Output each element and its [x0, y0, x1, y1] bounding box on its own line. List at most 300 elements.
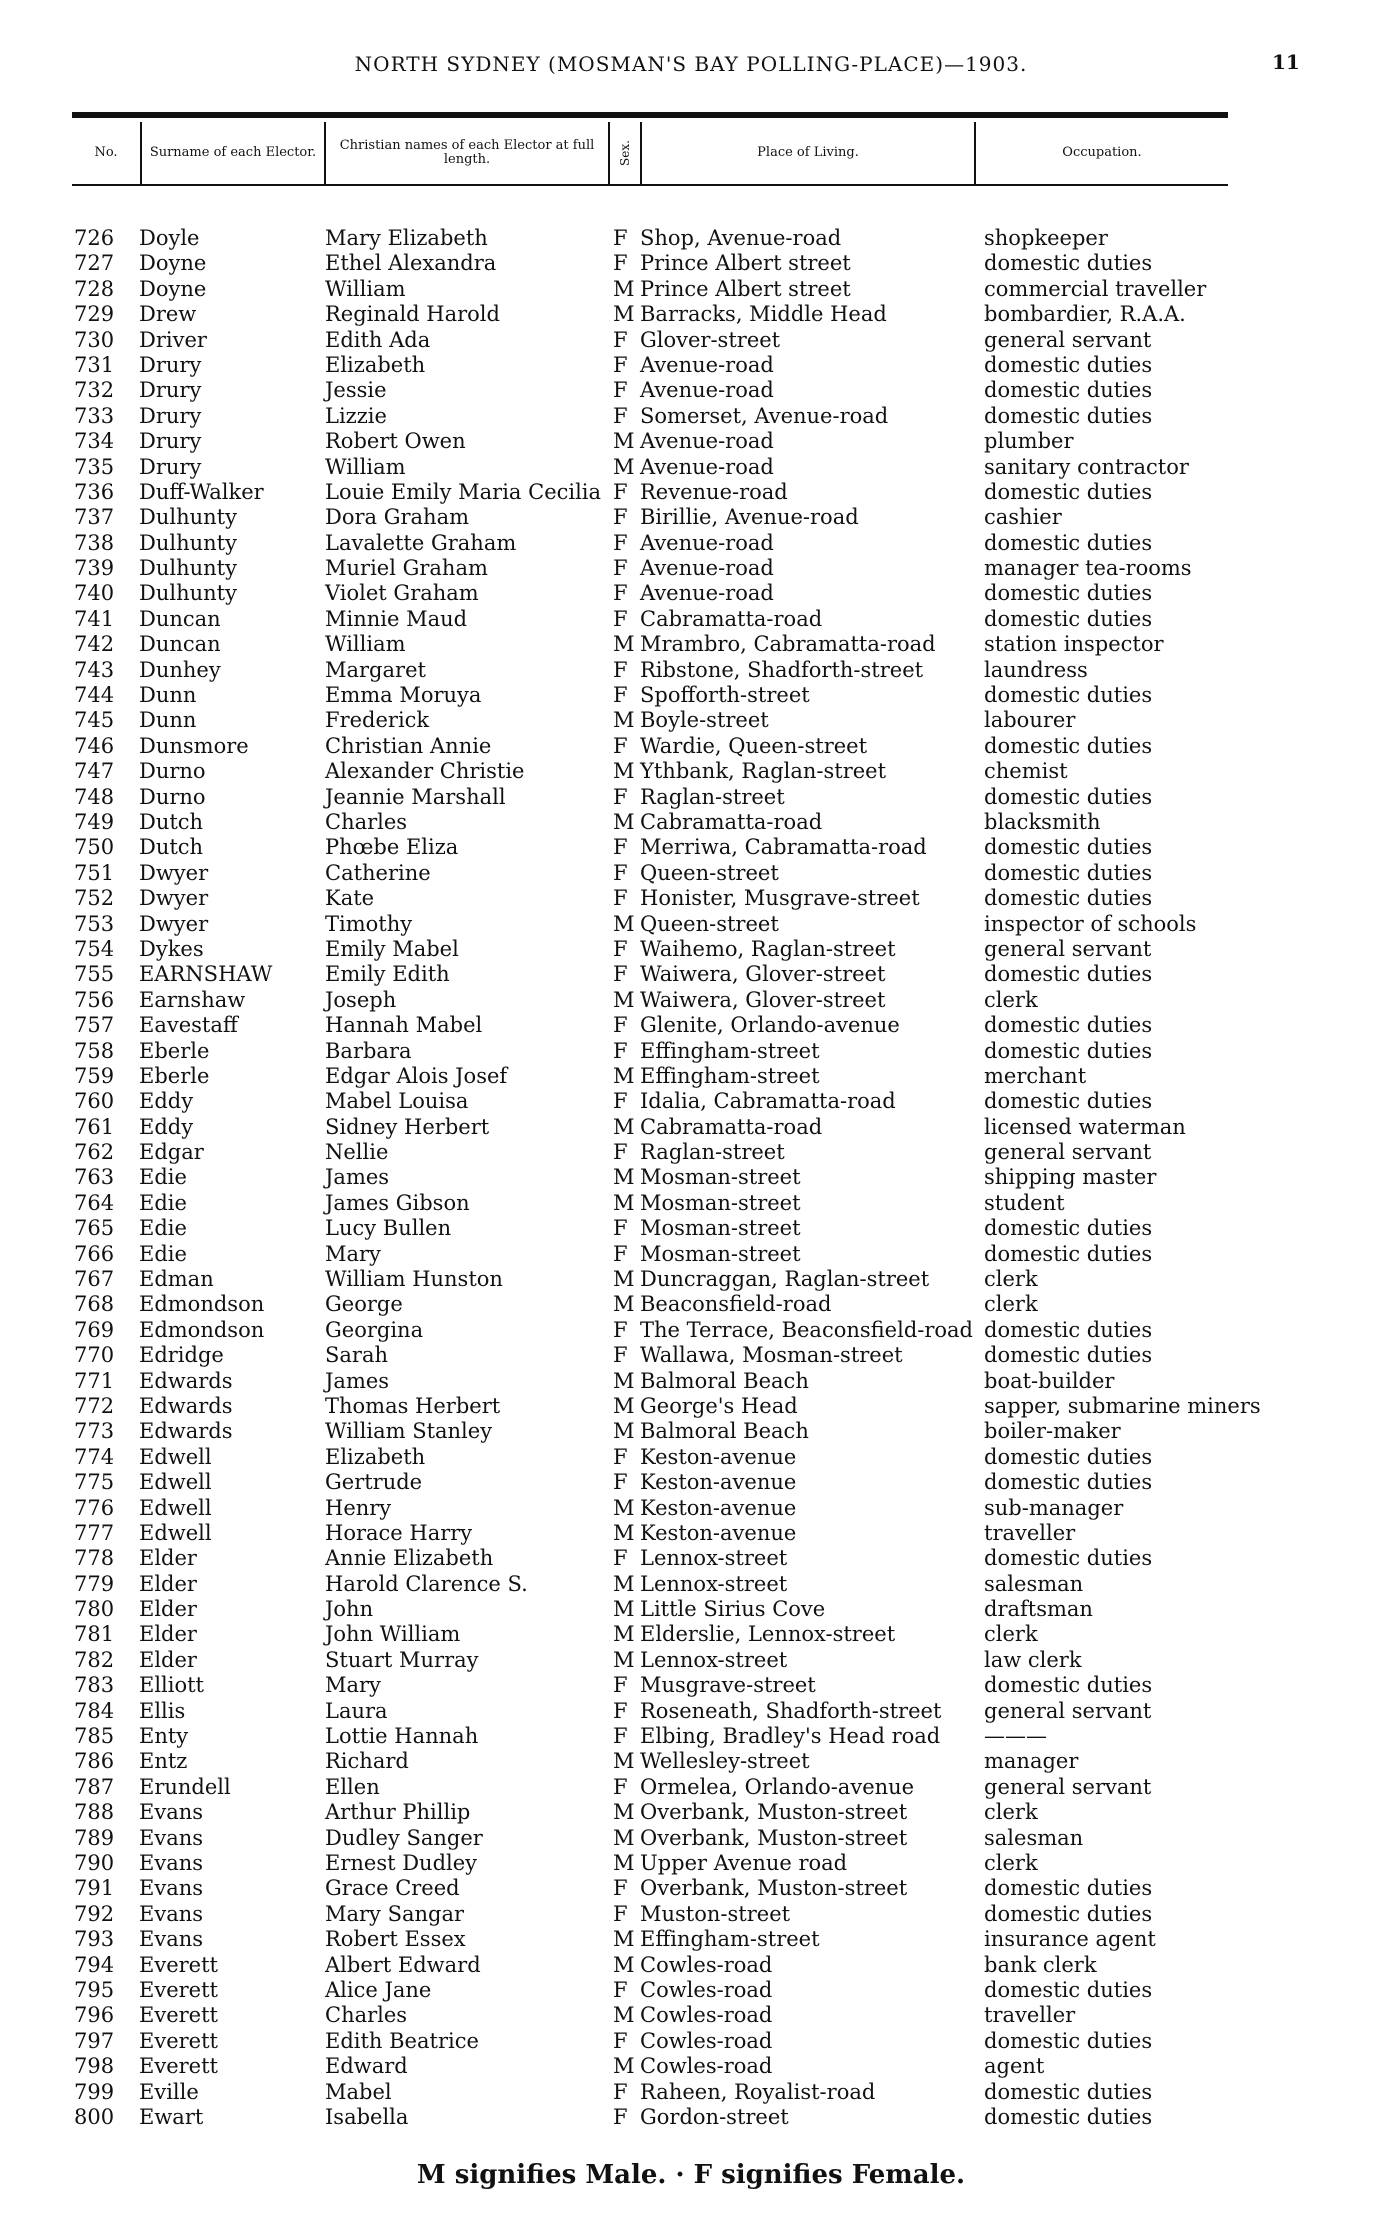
elector-surname: Dunsmore [139, 733, 249, 758]
elector-number: 772 [74, 1393, 115, 1418]
elector-christian-names: Alexander Christie [325, 759, 525, 784]
elector-surname: Erundell [139, 1774, 231, 1799]
elector-occupation: ——— [984, 1724, 1047, 1749]
elector-christian-names: Lizzie [325, 403, 387, 428]
elector-christian-names: Barbara [325, 1038, 412, 1063]
elector-sex: F [613, 327, 628, 352]
elector-place-of-living: Raglan-street [640, 1140, 785, 1165]
elector-number: 791 [74, 1876, 115, 1901]
elector-surname: Drew [139, 302, 197, 327]
elector-christian-names: Reginald Harold [325, 302, 500, 327]
elector-occupation: student [984, 1190, 1065, 1215]
elector-place-of-living: Duncraggan, Raglan-street [640, 1267, 930, 1292]
table-row [0, 1521, 1382, 1546]
elector-surname: Everett [139, 2003, 218, 2028]
elector-surname: Drury [139, 352, 202, 377]
elector-place-of-living: Elbing, Bradley's Head road [640, 1724, 941, 1749]
elector-christian-names: John [325, 1597, 374, 1622]
elector-place-of-living: Mrambro, Cabramatta-road [640, 632, 936, 657]
elector-occupation: general servant [984, 1774, 1152, 1799]
table-row [0, 556, 1382, 581]
elector-sex: F [613, 860, 628, 885]
elector-christian-names: Elizabeth [325, 1444, 426, 1469]
elector-surname: Duff-Walker [139, 479, 264, 504]
elector-place-of-living: Ribstone, Shadforth-street [640, 657, 924, 682]
elector-christian-names: John William [325, 1622, 461, 1647]
elector-sex: F [613, 1038, 628, 1063]
elector-number: 761 [74, 1114, 115, 1139]
elector-surname: Edie [139, 1241, 187, 1266]
table-row [0, 683, 1382, 708]
elector-occupation: domestic duties [984, 860, 1153, 885]
elector-christian-names: Horace Harry [325, 1520, 473, 1545]
elector-occupation: blacksmith [984, 809, 1101, 834]
elector-sex: F [613, 2079, 628, 2104]
elector-number: 796 [74, 2003, 115, 2028]
elector-occupation: station inspector [984, 632, 1164, 657]
table-row [0, 861, 1382, 886]
elector-number: 790 [74, 1851, 115, 1875]
elector-number: 746 [74, 733, 115, 758]
elector-surname: Everett [139, 2028, 218, 2053]
elector-christian-names: Albert Edward [325, 1952, 481, 1977]
elector-place-of-living: Birillie, Avenue-road [640, 505, 859, 530]
table-row [0, 1927, 1382, 1952]
elector-place-of-living: Lennox-street [640, 1571, 788, 1596]
table-row [0, 708, 1382, 733]
elector-christian-names: Violet Graham [325, 581, 479, 606]
elector-sex: F [613, 505, 628, 530]
elector-surname: Evans [139, 1825, 204, 1850]
elector-number: 762 [74, 1140, 115, 1165]
elector-occupation: labourer [984, 708, 1076, 733]
elector-number: 773 [74, 1419, 115, 1444]
elector-sex: F [613, 962, 628, 987]
elector-surname: Everett [139, 2054, 218, 2079]
elector-place-of-living: Spofforth-street [640, 683, 810, 708]
elector-number: 780 [74, 1597, 115, 1622]
elector-christian-names: Thomas Herbert [325, 1393, 501, 1418]
elector-occupation: domestic duties [984, 1317, 1153, 1342]
elector-surname: Eberle [139, 1063, 210, 1088]
elector-occupation: general servant [984, 1698, 1152, 1723]
elector-surname: Dwyer [139, 886, 209, 911]
elector-christian-names: Dudley Sanger [325, 1825, 483, 1850]
elector-place-of-living: Idalia, Cabramatta-road [640, 1089, 896, 1114]
elector-place-of-living: Queen-street [640, 860, 779, 885]
elector-christian-names: Laura [325, 1698, 388, 1723]
elector-place-of-living: Effingham-street [640, 1927, 820, 1952]
elector-occupation: sub-manager [984, 1495, 1124, 1520]
elector-sex: F [613, 1546, 628, 1571]
elector-occupation: salesman [984, 1825, 1084, 1850]
elector-occupation: clerk [984, 1292, 1038, 1317]
elector-occupation: domestic duties [984, 352, 1153, 377]
elector-occupation: domestic duties [984, 784, 1153, 809]
elector-number: 739 [74, 556, 115, 581]
header-place-of-living: Place of Living. [642, 122, 976, 184]
elector-place-of-living: Cabramatta-road [640, 1114, 823, 1139]
elector-number: 742 [74, 632, 115, 657]
elector-christian-names: Jeannie Marshall [325, 784, 506, 809]
elector-sex: F [613, 556, 628, 581]
elector-place-of-living: Overbank, Muston-street [640, 1825, 908, 1850]
elector-place-of-living: Prince Albert street [640, 276, 851, 301]
elector-place-of-living: Avenue-road [640, 581, 774, 606]
elector-sex: F [613, 378, 628, 403]
elector-sex: F [613, 1089, 628, 1114]
elector-occupation: domestic duties [984, 378, 1153, 403]
elector-surname: Everett [139, 1952, 218, 1977]
table-row [0, 1851, 1382, 1876]
elector-christian-names: Muriel Graham [325, 556, 488, 581]
elector-place-of-living: Avenue-road [640, 429, 774, 454]
elector-christian-names: Margaret [325, 657, 426, 682]
elector-occupation: domestic duties [984, 1470, 1153, 1495]
elector-surname: Edwell [139, 1470, 212, 1495]
table-row [0, 1292, 1382, 1317]
table-row [0, 1191, 1382, 1216]
elector-christian-names: Edith Beatrice [325, 2028, 479, 2053]
elector-christian-names: Mary [325, 1673, 381, 1698]
elector-sex: M [613, 1114, 635, 1139]
table-row [0, 1470, 1382, 1495]
elector-occupation: domestic duties [984, 581, 1153, 606]
elector-place-of-living: Glenite, Orlando-avenue [640, 1013, 900, 1038]
table-row [0, 962, 1382, 987]
elector-number: 732 [74, 378, 115, 403]
elector-place-of-living: Cabramatta-road [640, 809, 823, 834]
elector-number: 765 [74, 1216, 115, 1241]
elector-occupation: domestic duties [984, 1343, 1153, 1368]
elector-christian-names: Stuart Murray [325, 1647, 479, 1672]
elector-occupation: domestic duties [984, 1216, 1153, 1241]
table-row [0, 1445, 1382, 1470]
table-row [0, 1267, 1382, 1292]
elector-sex: F [613, 226, 628, 250]
table-row [0, 937, 1382, 962]
elector-place-of-living: Waiwera, Glover-street [640, 987, 886, 1012]
elector-christian-names: Emily Edith [325, 962, 450, 987]
elector-sex: F [613, 733, 628, 758]
elector-sex: M [613, 1825, 635, 1850]
elector-place-of-living: Elderslie, Lennox-street [640, 1622, 896, 1647]
elector-occupation: general servant [984, 936, 1152, 961]
table-row [0, 251, 1382, 276]
elector-surname: Elder [139, 1622, 197, 1647]
table-row [0, 455, 1382, 480]
elector-occupation: domestic duties [984, 835, 1153, 860]
elector-place-of-living: Mosman-street [640, 1190, 801, 1215]
elector-christian-names: Robert Essex [325, 1927, 466, 1952]
elector-number: 759 [74, 1063, 115, 1088]
elector-place-of-living: Wardie, Queen-street [640, 733, 868, 758]
table-row [0, 1064, 1382, 1089]
elector-occupation: domestic duties [984, 1977, 1153, 2002]
elector-christian-names: Henry [325, 1495, 392, 1520]
elector-surname: Elder [139, 1571, 197, 1596]
header-sex-label: Sex. [618, 140, 632, 166]
table-row [0, 2003, 1382, 2028]
elector-sex: F [613, 606, 628, 631]
table-row [0, 1902, 1382, 1927]
elector-christian-names: Edgar Alois Josef [325, 1063, 508, 1088]
elector-christian-names: William Stanley [325, 1419, 493, 1444]
elector-occupation: domestic duties [984, 2028, 1153, 2053]
page-title: NORTH SYDNEY (MOSMAN'S BAY POLLING-PLACE)—1903. [354, 52, 1028, 76]
elector-number: 793 [74, 1927, 115, 1952]
elector-surname: Everett [139, 1977, 218, 2002]
elector-surname: Edie [139, 1190, 187, 1215]
table-row [0, 429, 1382, 454]
elector-sex: F [613, 2104, 628, 2129]
elector-christian-names: Emily Mabel [325, 936, 459, 961]
elector-place-of-living: Keston-avenue [640, 1495, 797, 1520]
elector-christian-names: James Gibson [325, 1190, 470, 1215]
table-row [0, 988, 1382, 1013]
elector-occupation: inspector of schools [984, 911, 1197, 936]
elector-number: 767 [74, 1267, 115, 1292]
elector-sex: M [613, 809, 635, 834]
table-row [0, 1572, 1382, 1597]
elector-number: 733 [74, 403, 115, 428]
elector-sex: F [613, 530, 628, 555]
elector-christian-names: Nellie [325, 1140, 389, 1165]
elector-sex: F [613, 2028, 628, 2053]
elector-sex: M [613, 2003, 635, 2028]
elector-sex: F [613, 1343, 628, 1368]
elector-number: 726 [74, 226, 115, 250]
elector-sex: M [613, 429, 635, 454]
elector-occupation: domestic duties [984, 962, 1153, 987]
table-row [0, 1546, 1382, 1571]
elector-number: 755 [74, 962, 115, 987]
elector-number: 800 [74, 2104, 115, 2129]
elector-sex: F [613, 1698, 628, 1723]
elector-number: 798 [74, 2054, 115, 2079]
elector-occupation: clerk [984, 1800, 1038, 1825]
elector-surname: Edridge [139, 1343, 224, 1368]
elector-christian-names: William Hunston [325, 1267, 503, 1292]
elector-christian-names: Robert Owen [325, 429, 466, 454]
elector-place-of-living: Upper Avenue road [640, 1851, 848, 1875]
elector-surname: Dulhunty [139, 556, 237, 581]
elector-surname: Driver [139, 327, 207, 352]
elector-surname: Evans [139, 1927, 204, 1952]
table-row [0, 632, 1382, 657]
elector-christian-names: Catherine [325, 860, 431, 885]
elector-christian-names: Elizabeth [325, 352, 426, 377]
elector-sex: M [613, 2054, 635, 2079]
elector-number: 781 [74, 1622, 115, 1647]
elector-christian-names: James [325, 1368, 390, 1393]
elector-occupation: domestic duties [984, 479, 1153, 504]
elector-sex: M [613, 302, 635, 327]
elector-christian-names: George [325, 1292, 403, 1317]
elector-surname: Evans [139, 1800, 204, 1825]
elector-christian-names: Timothy [325, 911, 413, 936]
elector-surname: Eavestaff [139, 1013, 238, 1038]
elector-surname: Elder [139, 1647, 197, 1672]
elector-number: 741 [74, 606, 115, 631]
elector-sex: F [613, 1724, 628, 1749]
elector-christian-names: Richard [325, 1749, 409, 1774]
elector-occupation: salesman [984, 1571, 1084, 1596]
elector-number: 757 [74, 1013, 115, 1038]
table-row [0, 1369, 1382, 1394]
elector-place-of-living: Waihemo, Raglan-street [640, 936, 896, 961]
table-row [0, 302, 1382, 327]
table-row [0, 2080, 1382, 2105]
elector-number: 740 [74, 581, 115, 606]
elector-number: 778 [74, 1546, 115, 1571]
elector-occupation: law clerk [984, 1647, 1082, 1672]
elector-surname: Drury [139, 403, 202, 428]
elector-occupation: insurance agent [984, 1927, 1156, 1952]
elector-sex: M [613, 1571, 635, 1596]
elector-number: 763 [74, 1165, 115, 1190]
elector-christian-names: Louie Emily Maria Cecilia [325, 479, 602, 504]
elector-place-of-living: Overbank, Muston-street [640, 1800, 908, 1825]
elector-sex: F [613, 657, 628, 682]
elector-occupation: domestic duties [984, 1089, 1153, 1114]
elector-number: 756 [74, 987, 115, 1012]
table-row [0, 2029, 1382, 2054]
elector-place-of-living: Queen-street [640, 911, 779, 936]
elector-surname: Elliott [139, 1673, 204, 1698]
elector-number: 730 [74, 327, 115, 352]
elector-christian-names: Ellen [325, 1774, 380, 1799]
elector-surname: Elder [139, 1597, 197, 1622]
elector-sex: F [613, 1216, 628, 1241]
elector-occupation: agent [984, 2054, 1045, 2079]
elector-surname: Drury [139, 454, 202, 479]
table-row [0, 1394, 1382, 1419]
elector-number: 743 [74, 657, 115, 682]
elector-christian-names: Charles [325, 809, 408, 834]
elector-place-of-living: Wallawa, Mosman-street [640, 1343, 903, 1368]
table-row [0, 1749, 1382, 1774]
elector-number: 728 [74, 276, 115, 301]
elector-occupation: draftsman [984, 1597, 1093, 1622]
elector-place-of-living: Avenue-road [640, 352, 774, 377]
table-row [0, 1622, 1382, 1647]
elector-number: 738 [74, 530, 115, 555]
elector-sex: F [613, 784, 628, 809]
elector-christian-names: William [325, 632, 406, 657]
elector-surname: Durno [139, 759, 206, 784]
elector-christian-names: Sarah [325, 1343, 388, 1368]
elector-place-of-living: Avenue-road [640, 454, 774, 479]
elector-surname: Eberle [139, 1038, 210, 1063]
elector-surname: Elder [139, 1546, 197, 1571]
elector-number: 776 [74, 1495, 115, 1520]
table-row [0, 1724, 1382, 1749]
elector-christian-names: Isabella [325, 2104, 409, 2129]
table-row [0, 1699, 1382, 1724]
elector-christian-names: Dora Graham [325, 505, 470, 530]
elector-sex: F [613, 1774, 628, 1799]
elector-christian-names: Sidney Herbert [325, 1114, 490, 1139]
elector-sex: M [613, 1165, 635, 1190]
elector-place-of-living: Musgrave-street [640, 1673, 816, 1698]
elector-place-of-living: Mosman-street [640, 1165, 801, 1190]
elector-surname: Doyne [139, 276, 207, 301]
table-row [0, 505, 1382, 530]
elector-sex: M [613, 1419, 635, 1444]
elector-christian-names: Minnie Maud [325, 606, 468, 631]
elector-sex: M [613, 632, 635, 657]
elector-number: 764 [74, 1190, 115, 1215]
elector-surname: Dulhunty [139, 530, 237, 555]
elector-occupation: clerk [984, 987, 1038, 1012]
table-row [0, 2054, 1382, 2079]
elector-place-of-living: Avenue-road [640, 530, 774, 555]
elector-place-of-living: Ythbank, Raglan-street [640, 759, 887, 784]
table-row [0, 1242, 1382, 1267]
table-row [0, 1775, 1382, 1800]
elector-place-of-living: Cabramatta-road [640, 606, 823, 631]
elector-sex: F [613, 886, 628, 911]
elector-number: 760 [74, 1089, 115, 1114]
elector-surname: Dunhey [139, 657, 221, 682]
elector-surname: Doyne [139, 251, 207, 276]
elector-sex: M [613, 708, 635, 733]
elector-christian-names: Kate [325, 886, 375, 911]
table-row [0, 912, 1382, 937]
elector-occupation: domestic duties [984, 2104, 1153, 2129]
elector-number: 784 [74, 1698, 115, 1723]
elector-occupation: domestic duties [984, 1673, 1153, 1698]
elector-surname: Eddy [139, 1114, 194, 1139]
table-row [0, 1140, 1382, 1165]
elector-occupation: domestic duties [984, 683, 1153, 708]
elector-place-of-living: Keston-avenue [640, 1470, 797, 1495]
elector-christian-names: Phœbe Eliza [325, 835, 459, 860]
elector-place-of-living: Mosman-street [640, 1241, 801, 1266]
elector-christian-names: Arthur Phillip [325, 1800, 471, 1825]
elector-occupation: general servant [984, 1140, 1152, 1165]
elector-christian-names: Georgina [325, 1317, 424, 1342]
elector-surname: Edwell [139, 1495, 212, 1520]
table-row [0, 658, 1382, 683]
elector-occupation: domestic duties [984, 403, 1153, 428]
elector-surname: Edwards [139, 1393, 233, 1418]
elector-surname: Duncan [139, 606, 221, 631]
table-row [0, 1953, 1382, 1978]
elector-sex: F [613, 403, 628, 428]
elector-surname: Edmondson [139, 1292, 265, 1317]
elector-sex: M [613, 759, 635, 784]
elector-christian-names: Mabel [325, 2079, 392, 2104]
table-row [0, 328, 1382, 353]
elector-occupation: chemist [984, 759, 1068, 784]
elector-sex: F [613, 581, 628, 606]
elector-sex: M [613, 1520, 635, 1545]
elector-number: 787 [74, 1774, 115, 1799]
header-sex [610, 122, 642, 184]
elector-sex: F [613, 936, 628, 961]
elector-sex: M [613, 1952, 635, 1977]
table-row [0, 1216, 1382, 1241]
elector-place-of-living: Keston-avenue [640, 1444, 797, 1469]
elector-christian-names: Annie Elizabeth [325, 1546, 494, 1571]
elector-sex: F [613, 1901, 628, 1926]
table-row [0, 607, 1382, 632]
elector-occupation: cashier [984, 505, 1062, 530]
elector-christian-names: Mabel Louisa [325, 1089, 469, 1114]
elector-sex: M [613, 1292, 635, 1317]
